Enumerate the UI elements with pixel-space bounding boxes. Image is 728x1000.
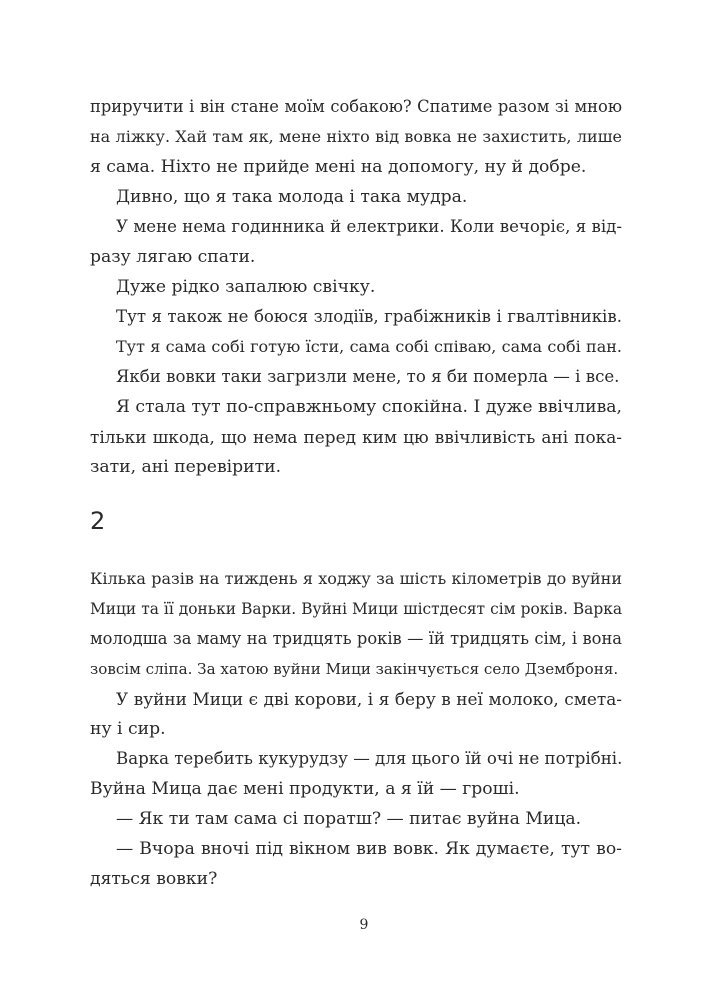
text-line: тільки шкода, що нема перед ким цю ввічливість ані пока- — [90, 427, 622, 447]
text-line: Варка теребить кукурудзу — для цього їй очі не потрібні. — [116, 749, 623, 768]
text-line: Мици та її доньки Варки. Вуйні Мици шістдесят сім років. Варка — [90, 600, 622, 618]
text-line: Якби вовки таки загризли мене, то я би померла — і все. — [116, 367, 620, 386]
text-line: У вуйни Мици є дві корови, і я беру в неї молоко, смета- — [116, 689, 622, 709]
text-line: разу лягаю спати. — [90, 247, 256, 267]
text-line: У мене нема годинника й електрики. Коли вечоріє, я від- — [116, 217, 622, 236]
text-line: Дивно, що я така молода і така мудра. — [116, 187, 468, 207]
text-line: дяться вовки? — [90, 869, 218, 889]
text-line: Вуйна Мица дає мені продукти, а я їй — гроші. — [90, 779, 520, 799]
chapter-number: 2 — [90, 507, 106, 535]
text-line: молодша за маму на тридцять років — їй тридцять сім, і вона — [90, 629, 622, 648]
text-line: Кілька разів на тиждень я ходжу за шість кілометрів до вуйни — [90, 569, 622, 588]
text-line: зати, ані перевірити. — [90, 457, 282, 477]
text-line: Тут я сама собі готую їсти, сама собі співаю, сама собі пан. — [116, 337, 622, 356]
text-line: Я стала тут по-справжньому спокійна. І дуже ввічлива, — [116, 397, 622, 417]
text-line: зовсім сліпа. За хатою вуйни Мици закінчується село Дземброня. — [90, 660, 619, 678]
page-number: 9 — [359, 917, 369, 933]
text-line: Тут я також не боюся злодіїв, грабіжників і гвалтівників. — [116, 307, 622, 326]
text-line: на ліжку. Хай там як, мене ніхто від вовка не захистить, лише — [90, 127, 622, 146]
text-line: я сама. Ніхто не прийде мені на допомогу, ну й добре. — [90, 157, 587, 177]
text-line: приручити і він стане моїм собакою? Спатиме разом зі мною — [90, 97, 622, 116]
text-line: — Вчора вночі під вікном вив вовк. Як думаєте, тут во- — [116, 839, 622, 859]
text-line: ну і сир. — [90, 719, 166, 739]
text-line: — Як ти там сама сі поратш? — питає вуйна Мица. — [116, 809, 582, 829]
text-line: Дуже рідко запалюю свічку. — [116, 277, 376, 297]
